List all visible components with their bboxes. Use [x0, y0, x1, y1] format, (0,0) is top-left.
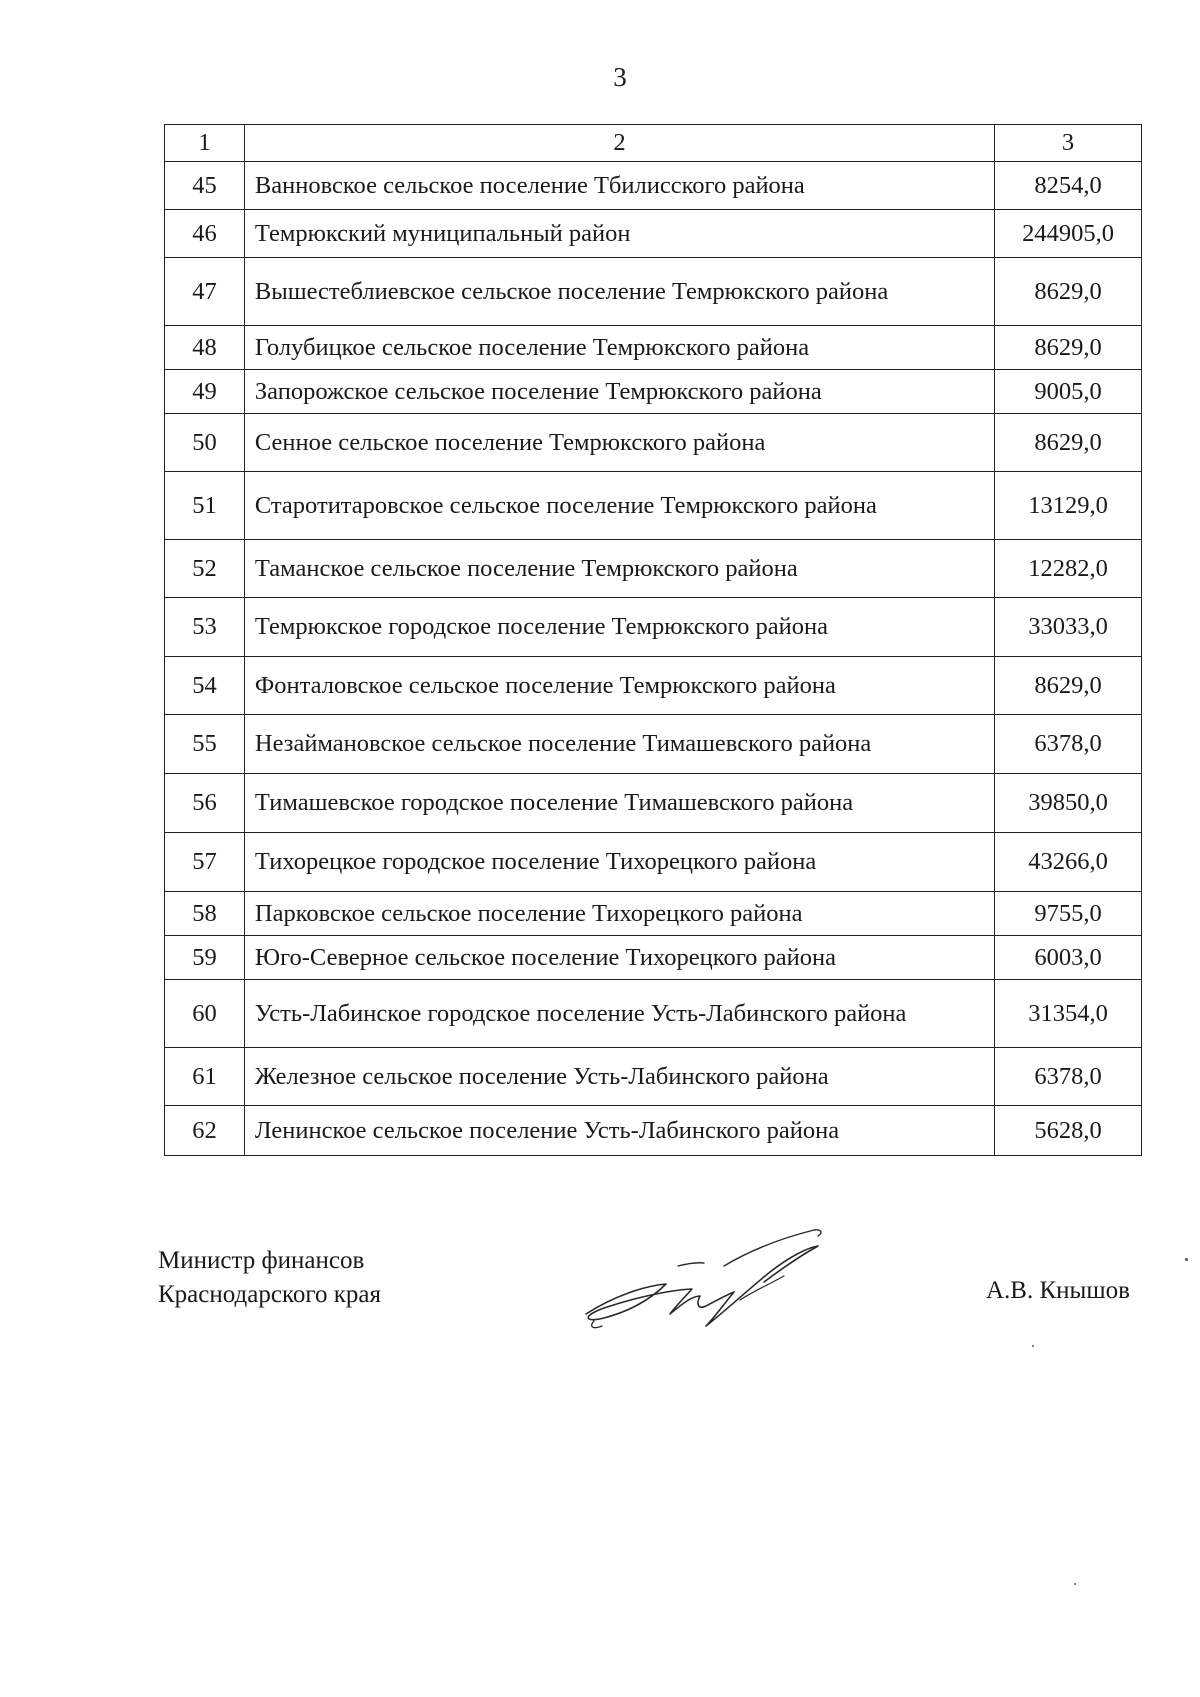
- table-row: [165, 892, 1142, 936]
- position-title-line1: Министр финансов: [158, 1247, 365, 1274]
- municipality-name: Сенное сельское поселение Темрюкского района: [244, 414, 994, 472]
- amount-value: 8254,0: [995, 162, 1142, 210]
- amount-value: 6378,0: [995, 715, 1142, 774]
- amount-value: 5628,0: [995, 1106, 1142, 1156]
- table-row: [165, 540, 1142, 598]
- row-number: 46: [165, 210, 245, 258]
- row-number: 53: [165, 598, 245, 657]
- municipality-name: Фонталовское сельское поселение Темрюкского района: [244, 657, 994, 715]
- handwritten-signature: [574, 1226, 854, 1336]
- table-row: [165, 657, 1142, 715]
- amount-value: 12282,0: [995, 540, 1142, 598]
- row-number: 51: [165, 472, 245, 540]
- table-body: [165, 162, 1142, 1156]
- amount-value: 39850,0: [995, 774, 1142, 833]
- column-header-2: 2: [244, 125, 994, 162]
- amount-value: 244905,0: [995, 210, 1142, 258]
- table-row: [165, 833, 1142, 892]
- row-number: 49: [165, 370, 245, 414]
- table-header-row: [165, 125, 1142, 162]
- position-title-line2: Краснодарского края: [158, 1280, 381, 1308]
- municipality-name: Тихорецкое городское поселение Тихорецкого района: [244, 833, 994, 892]
- table-row: [165, 980, 1142, 1048]
- table-row: [165, 162, 1142, 210]
- row-number: 57: [165, 833, 245, 892]
- amount-value: 13129,0: [995, 472, 1142, 540]
- column-header-3: 3: [995, 125, 1142, 162]
- municipality-name: Запорожское сельское поселение Темрюкского района: [244, 370, 994, 414]
- municipality-name: Железное сельское поселение Усть-Лабинского района: [244, 1048, 994, 1106]
- scan-speck: [1074, 1583, 1076, 1585]
- scan-speck: [1185, 1258, 1188, 1261]
- row-number: 59: [165, 936, 245, 980]
- municipality-name: Таманское сельское поселение Темрюкского района: [244, 540, 994, 598]
- amount-value: 8629,0: [995, 657, 1142, 715]
- municipality-name: Вышестеблиевское сельское поселение Темрюкского района: [244, 258, 994, 326]
- signature-block-position: [158, 1244, 381, 1312]
- table-row: [165, 472, 1142, 540]
- amount-value: 33033,0: [995, 598, 1142, 657]
- scan-speck: [1032, 1345, 1034, 1347]
- table-row: [165, 210, 1142, 258]
- municipality-name: Ванновское сельское поселение Тбилисского района: [244, 162, 994, 210]
- row-number: 50: [165, 414, 245, 472]
- table-row: [165, 258, 1142, 326]
- municipality-name: Юго-Северное сельское поселение Тихорецкого района: [244, 936, 994, 980]
- row-number: 48: [165, 326, 245, 370]
- row-number: 56: [165, 774, 245, 833]
- municipality-name: Парковское сельское поселение Тихорецкого района: [244, 892, 994, 936]
- amount-value: 6378,0: [995, 1048, 1142, 1106]
- allocation-table: [164, 124, 1142, 1156]
- table-row: [165, 370, 1142, 414]
- column-header-1: 1: [165, 125, 245, 162]
- table-row: [165, 1106, 1142, 1156]
- row-number: 54: [165, 657, 245, 715]
- table-row: [165, 326, 1142, 370]
- municipality-name: Тимашевское городское поселение Тимашевского района: [244, 774, 994, 833]
- amount-value: 43266,0: [995, 833, 1142, 892]
- municipality-name: Темрюкское городское поселение Темрюкского района: [244, 598, 994, 657]
- row-number: 60: [165, 980, 245, 1048]
- municipality-name: Старотитаровское сельское поселение Темрюкского района: [244, 472, 994, 540]
- municipality-name: Голубицкое сельское поселение Темрюкского района: [244, 326, 994, 370]
- row-number: 55: [165, 715, 245, 774]
- amount-value: 8629,0: [995, 258, 1142, 326]
- row-number: 47: [165, 258, 245, 326]
- table-row: [165, 936, 1142, 980]
- table-row: [165, 414, 1142, 472]
- signatory-name: А.В. Кнышов: [986, 1277, 1130, 1304]
- amount-value: 6003,0: [995, 936, 1142, 980]
- table-row: [165, 598, 1142, 657]
- table-row: [165, 715, 1142, 774]
- row-number: 62: [165, 1106, 245, 1156]
- row-number: 45: [165, 162, 245, 210]
- municipality-name: Ленинское сельское поселение Усть-Лабинского района: [244, 1106, 994, 1156]
- page-number: 3: [613, 62, 627, 92]
- municipality-name: Усть-Лабинское городское поселение Усть-Лабинского района: [244, 980, 994, 1048]
- row-number: 52: [165, 540, 245, 598]
- municipality-name: Темрюкский муниципальный район: [244, 210, 994, 258]
- amount-value: 9005,0: [995, 370, 1142, 414]
- table-row: [165, 1048, 1142, 1106]
- municipality-name: Незаймановское сельское поселение Тимашевского района: [244, 715, 994, 774]
- row-number: 58: [165, 892, 245, 936]
- row-number: 61: [165, 1048, 245, 1106]
- amount-value: 9755,0: [995, 892, 1142, 936]
- table-row: [165, 774, 1142, 833]
- amount-value: 8629,0: [995, 414, 1142, 472]
- amount-value: 8629,0: [995, 326, 1142, 370]
- amount-value: 31354,0: [995, 980, 1142, 1048]
